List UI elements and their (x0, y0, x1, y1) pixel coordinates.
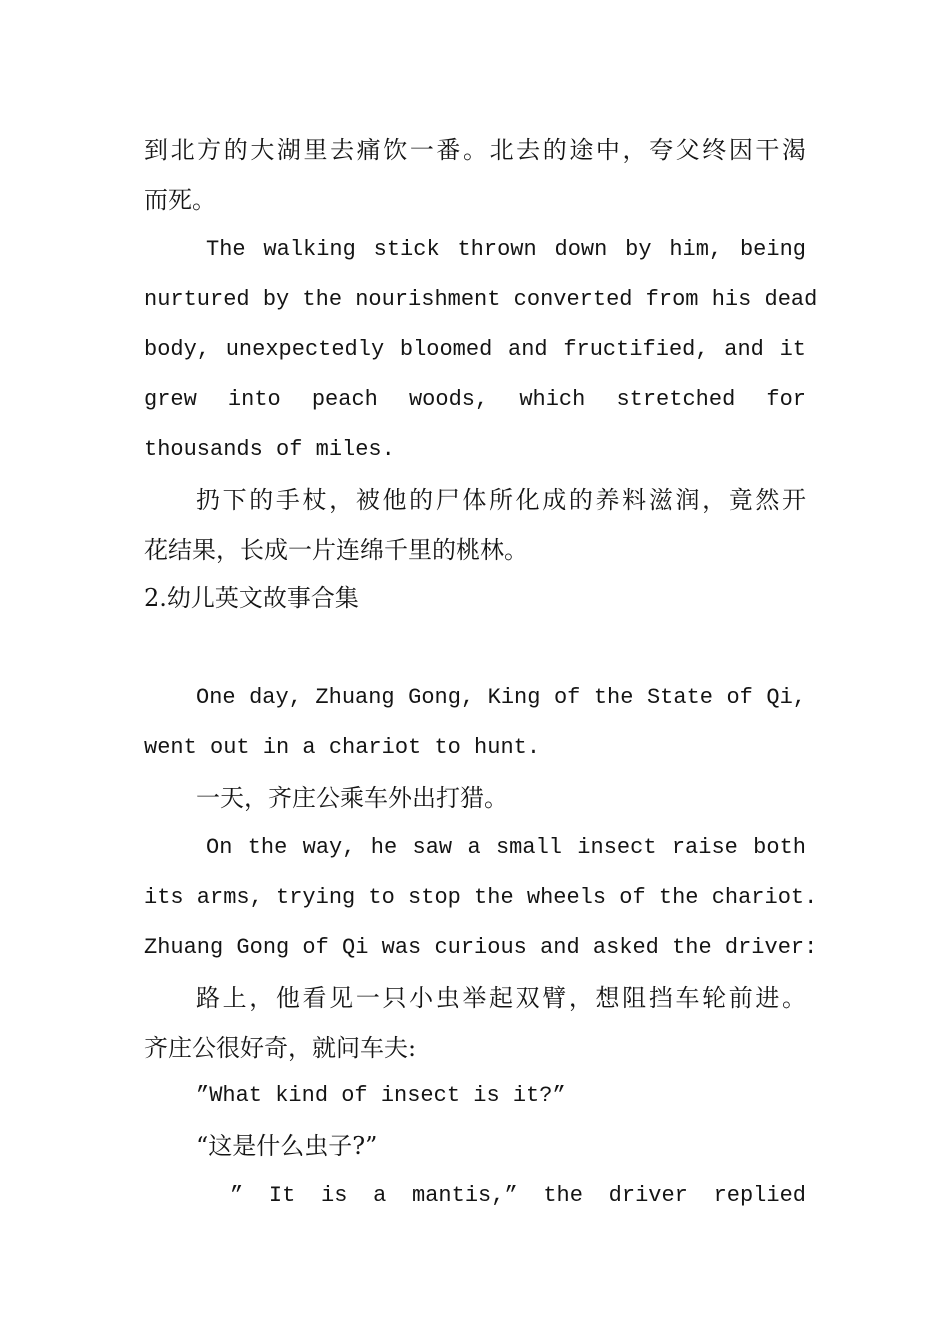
text-line: 一天，齐庄公乘车外出打猎。 (196, 784, 508, 812)
text-line: its arms, trying to stop the wheels of the chariot. (144, 885, 818, 910)
text-line: went out in a chariot to hunt. (144, 735, 541, 760)
text-line: ”What kind of insect is it?” (196, 1083, 566, 1108)
text-line: On the way, he saw a small insect raise both (206, 835, 806, 860)
text-line: One day, Zhuang Gong, King of the State of Qi, (196, 685, 806, 710)
text-line: thousands of miles. (144, 437, 395, 462)
text-line: 齐庄公很好奇，就问车夫: (144, 1034, 417, 1062)
text-line: The walking stick thrown down by him, being (206, 237, 806, 262)
text-line: Zhuang Gong of Qi was curious and asked the driver: (144, 935, 818, 960)
text-line: grew into peach woods, which stretched for (144, 387, 806, 412)
text-line: 花结果，长成一片连绵千里的桃林。 (144, 536, 528, 564)
text-line: 而死。 (144, 186, 216, 214)
text-line: ” It is a mantis,” the driver replied (230, 1183, 806, 1208)
text-line: “这是什么虫子?” (196, 1132, 378, 1160)
text-line: 扔下的手杖，被他的尸体所化成的养料滋润，竟然开 (196, 486, 806, 514)
text-line: 到北方的大湖里去痛饮一番。北去的途中，夸父终因干渴 (144, 136, 806, 164)
text-line: 路上，他看见一只小虫举起双臂，想阻挡车轮前进。 (196, 984, 806, 1012)
text-line: nurtured by the nourishment converted from his dead (144, 287, 818, 312)
text-line: body, unexpectedly bloomed and fructified, and it (144, 337, 806, 362)
section-heading: 2.幼儿英文故事合集 (144, 584, 359, 612)
